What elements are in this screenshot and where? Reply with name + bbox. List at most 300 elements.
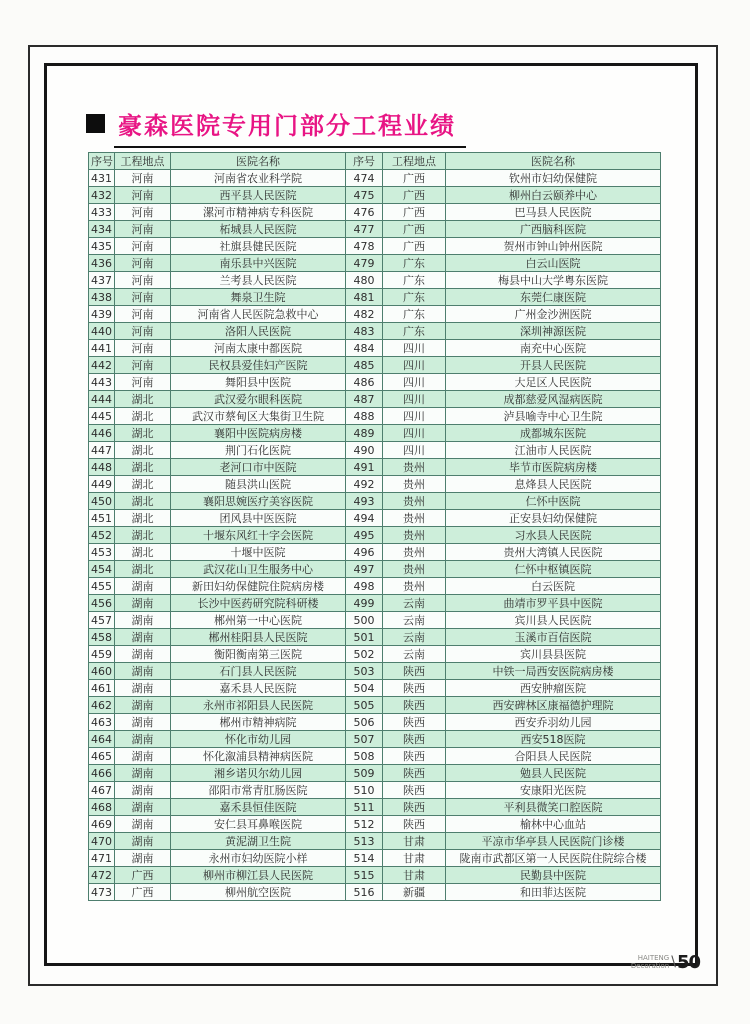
footer-brand-logo [631, 954, 669, 970]
hospital-name-cell: 怀化市幼儿园 [171, 731, 346, 748]
project-location-cell: 四川 [383, 408, 446, 425]
project-location-cell: 河南 [115, 306, 171, 323]
table-row [89, 595, 661, 612]
hospital-name-cell: 柳州市柳江县人民医院 [171, 867, 346, 884]
hospital-name-cell: 榆林中心血站 [446, 816, 661, 833]
hospital-name-cell: 毕节市医院病房楼 [446, 459, 661, 476]
project-location-cell: 湖北 [115, 408, 171, 425]
table-row [89, 544, 661, 561]
serial-number-cell: 449 [89, 476, 115, 493]
table-row [89, 323, 661, 340]
serial-number-cell: 454 [89, 561, 115, 578]
serial-number-cell: 491 [346, 459, 383, 476]
serial-number-cell: 433 [89, 204, 115, 221]
serial-number-cell: 481 [346, 289, 383, 306]
project-location-cell: 河南 [115, 187, 171, 204]
hospital-name-cell: 邵阳市常青肛肠医院 [171, 782, 346, 799]
footer-slash-mark: \ [671, 954, 676, 970]
hospital-name-cell: 仁怀中医院 [446, 493, 661, 510]
hospital-name-cell: 舞阳县中医院 [171, 374, 346, 391]
serial-number-cell: 510 [346, 782, 383, 799]
serial-number-cell: 489 [346, 425, 383, 442]
hospital-name-cell: 老河口市中医院 [171, 459, 346, 476]
hospital-name-cell: 息烽县人民医院 [446, 476, 661, 493]
hospital-name-cell: 正安县妇幼保健院 [446, 510, 661, 527]
serial-number-cell: 475 [346, 187, 383, 204]
project-location-cell: 陕西 [383, 748, 446, 765]
project-location-cell: 新疆 [383, 884, 446, 901]
serial-number-cell: 472 [89, 867, 115, 884]
project-location-cell: 四川 [383, 340, 446, 357]
project-location-cell: 广东 [383, 272, 446, 289]
serial-number-cell: 436 [89, 255, 115, 272]
hospital-name-cell: 黄泥湖卫生院 [171, 833, 346, 850]
project-location-cell: 湖南 [115, 714, 171, 731]
hospital-name-cell: 安仁县耳鼻喉医院 [171, 816, 346, 833]
serial-number-cell: 504 [346, 680, 383, 697]
project-location-cell: 甘肃 [383, 850, 446, 867]
hospital-name-cell: 宾川县人民医院 [446, 612, 661, 629]
page-title: 豪森医院专用门部分工程业绩 [114, 104, 466, 148]
table-row [89, 425, 661, 442]
serial-number-cell: 459 [89, 646, 115, 663]
hospital-name-cell: 西安乔羽幼儿园 [446, 714, 661, 731]
project-location-cell: 广西 [115, 867, 171, 884]
serial-number-cell: 455 [89, 578, 115, 595]
table-row [89, 748, 661, 765]
serial-number-cell: 515 [346, 867, 383, 884]
project-location-cell: 河南 [115, 204, 171, 221]
table-row [89, 833, 661, 850]
project-location-cell: 广西 [115, 884, 171, 901]
serial-number-cell: 500 [346, 612, 383, 629]
project-location-cell: 广东 [383, 255, 446, 272]
table-row [89, 782, 661, 799]
hospital-name-cell: 武汉市蔡甸区大集街卫生院 [171, 408, 346, 425]
serial-number-cell: 482 [346, 306, 383, 323]
serial-number-cell: 457 [89, 612, 115, 629]
project-location-cell: 云南 [383, 629, 446, 646]
hospital-name-cell: 舞泉卫生院 [171, 289, 346, 306]
project-location-cell: 甘肃 [383, 867, 446, 884]
hospital-name-cell: 衡阳衡南第三医院 [171, 646, 346, 663]
serial-number-cell: 484 [346, 340, 383, 357]
project-location-cell: 湖南 [115, 850, 171, 867]
hospital-name-cell: 巴马县人民医院 [446, 204, 661, 221]
hospital-name-cell: 曲靖市罗平县中医院 [446, 595, 661, 612]
project-location-cell: 陕西 [383, 765, 446, 782]
hospital-name-cell: 中铁一局西安医院病房楼 [446, 663, 661, 680]
table-row [89, 561, 661, 578]
table-row [89, 731, 661, 748]
serial-number-cell: 432 [89, 187, 115, 204]
project-location-cell: 广东 [383, 289, 446, 306]
table-row [89, 629, 661, 646]
hospital-name-cell: 郴州第一中心医院 [171, 612, 346, 629]
hospital-name-cell: 深圳神源医院 [446, 323, 661, 340]
table-row [89, 765, 661, 782]
project-location-cell: 湖北 [115, 476, 171, 493]
hospital-name-cell: 永州市妇幼医院小样 [171, 850, 346, 867]
serial-number-cell: 469 [89, 816, 115, 833]
serial-number-cell: 503 [346, 663, 383, 680]
hospital-name-cell: 泸县喻寺中心卫生院 [446, 408, 661, 425]
project-location-cell: 湖北 [115, 561, 171, 578]
hospital-name-cell: 河南省人民医院急救中心 [171, 306, 346, 323]
serial-number-cell: 461 [89, 680, 115, 697]
hospital-name-cell: 陇南市武都区第一人民医院住院综合楼 [446, 850, 661, 867]
project-location-cell: 河南 [115, 323, 171, 340]
hospital-name-cell: 勉县人民医院 [446, 765, 661, 782]
project-location-cell: 贵州 [383, 561, 446, 578]
serial-number-cell: 506 [346, 714, 383, 731]
serial-number-cell: 471 [89, 850, 115, 867]
table-row [89, 255, 661, 272]
table-body [89, 170, 661, 901]
serial-number-cell: 497 [346, 561, 383, 578]
hospital-name-cell: 十堰东风红十字会医院 [171, 527, 346, 544]
serial-number-cell: 473 [89, 884, 115, 901]
hospital-name-cell: 开县人民医院 [446, 357, 661, 374]
hospital-name-cell: 十堰中医院 [171, 544, 346, 561]
serial-number-cell: 446 [89, 425, 115, 442]
table-row [89, 714, 661, 731]
column-header-3: 序号 [346, 153, 383, 170]
hospital-name-cell: 郴州桂阳县人民医院 [171, 629, 346, 646]
serial-number-cell: 477 [346, 221, 383, 238]
page-title-block [86, 104, 466, 148]
project-location-cell: 湖北 [115, 459, 171, 476]
serial-number-cell: 490 [346, 442, 383, 459]
footer-brand-line1: HAITENG [637, 954, 670, 962]
project-location-cell: 湖南 [115, 697, 171, 714]
serial-number-cell: 488 [346, 408, 383, 425]
hospital-name-cell: 武汉爱尔眼科医院 [171, 391, 346, 408]
hospital-name-cell: 习水县人民医院 [446, 527, 661, 544]
serial-number-cell: 479 [346, 255, 383, 272]
project-location-cell: 湖南 [115, 782, 171, 799]
serial-number-cell: 453 [89, 544, 115, 561]
hospital-name-cell: 平利县微笑口腔医院 [446, 799, 661, 816]
table-row [89, 867, 661, 884]
hospital-name-cell: 梅县中山大学粤东医院 [446, 272, 661, 289]
hospital-name-cell: 民权县爱佳妇产医院 [171, 357, 346, 374]
serial-number-cell: 505 [346, 697, 383, 714]
hospital-name-cell: 新田妇幼保健院住院病房楼 [171, 578, 346, 595]
project-location-cell: 湖南 [115, 680, 171, 697]
table-row [89, 357, 661, 374]
project-location-cell: 广东 [383, 306, 446, 323]
project-location-cell: 河南 [115, 221, 171, 238]
hospital-name-cell: 玉溪市百信医院 [446, 629, 661, 646]
project-location-cell: 四川 [383, 374, 446, 391]
project-location-cell: 湖北 [115, 510, 171, 527]
serial-number-cell: 462 [89, 697, 115, 714]
project-location-cell: 四川 [383, 425, 446, 442]
hospital-name-cell: 社旗县健民医院 [171, 238, 346, 255]
hospital-name-cell: 平凉市华亭县人民医院门诊楼 [446, 833, 661, 850]
project-location-cell: 甘肃 [383, 833, 446, 850]
hospital-name-cell: 钦州市妇幼保健院 [446, 170, 661, 187]
serial-number-cell: 470 [89, 833, 115, 850]
project-location-cell: 湖南 [115, 663, 171, 680]
serial-number-cell: 466 [89, 765, 115, 782]
column-header-4: 工程地点 [383, 153, 446, 170]
table-row [89, 493, 661, 510]
project-location-cell: 四川 [383, 357, 446, 374]
column-header-0: 序号 [89, 153, 115, 170]
project-location-cell: 湖北 [115, 425, 171, 442]
serial-number-cell: 485 [346, 357, 383, 374]
hospital-name-cell: 南乐县中兴医院 [171, 255, 346, 272]
project-location-cell: 贵州 [383, 476, 446, 493]
table-header-row [89, 153, 661, 170]
table-row [89, 612, 661, 629]
hospital-name-cell: 随县洪山医院 [171, 476, 346, 493]
hospital-name-cell: 白云山医院 [446, 255, 661, 272]
project-location-cell: 广西 [383, 204, 446, 221]
hospital-name-cell: 白云医院 [446, 578, 661, 595]
column-header-1: 工程地点 [115, 153, 171, 170]
table-row [89, 663, 661, 680]
hospital-name-cell: 成都城东医院 [446, 425, 661, 442]
serial-number-cell: 443 [89, 374, 115, 391]
hospital-name-cell: 嘉禾县恒佳医院 [171, 799, 346, 816]
project-location-cell: 河南 [115, 255, 171, 272]
project-location-cell: 湖南 [115, 765, 171, 782]
serial-number-cell: 509 [346, 765, 383, 782]
title-bullet-square-icon [86, 114, 105, 133]
hospital-name-cell: 江油市人民医院 [446, 442, 661, 459]
serial-number-cell: 498 [346, 578, 383, 595]
serial-number-cell: 465 [89, 748, 115, 765]
hospital-name-cell: 东莞仁康医院 [446, 289, 661, 306]
project-location-cell: 陕西 [383, 680, 446, 697]
project-location-cell: 广东 [383, 323, 446, 340]
column-header-5: 医院名称 [446, 153, 661, 170]
project-location-cell: 河南 [115, 170, 171, 187]
project-location-cell: 陕西 [383, 816, 446, 833]
table-row [89, 799, 661, 816]
serial-number-cell: 464 [89, 731, 115, 748]
serial-number-cell: 511 [346, 799, 383, 816]
project-location-cell: 贵州 [383, 527, 446, 544]
hospital-name-cell: 合阳县人民医院 [446, 748, 661, 765]
hospital-name-cell: 西安碑林区康福德护理院 [446, 697, 661, 714]
serial-number-cell: 486 [346, 374, 383, 391]
project-location-cell: 贵州 [383, 578, 446, 595]
project-location-cell: 陕西 [383, 782, 446, 799]
table-row [89, 680, 661, 697]
serial-number-cell: 483 [346, 323, 383, 340]
serial-number-cell: 496 [346, 544, 383, 561]
table-row [89, 187, 661, 204]
hospital-name-cell: 安康阳光医院 [446, 782, 661, 799]
project-location-cell: 云南 [383, 595, 446, 612]
serial-number-cell: 508 [346, 748, 383, 765]
serial-number-cell: 439 [89, 306, 115, 323]
hospital-name-cell: 柳州白云颐养中心 [446, 187, 661, 204]
project-location-cell: 湖南 [115, 833, 171, 850]
project-location-cell: 湖南 [115, 629, 171, 646]
serial-number-cell: 499 [346, 595, 383, 612]
serial-number-cell: 516 [346, 884, 383, 901]
project-location-cell: 陕西 [383, 714, 446, 731]
project-location-cell: 湖北 [115, 391, 171, 408]
table-row [89, 238, 661, 255]
serial-number-cell: 495 [346, 527, 383, 544]
project-location-cell: 云南 [383, 612, 446, 629]
serial-number-cell: 507 [346, 731, 383, 748]
table-row [89, 221, 661, 238]
hospital-name-cell: 永州市祁阳县人民医院 [171, 697, 346, 714]
serial-number-cell: 441 [89, 340, 115, 357]
hospital-name-cell: 兰考县人民医院 [171, 272, 346, 289]
project-location-cell: 贵州 [383, 459, 446, 476]
table-row [89, 306, 661, 323]
hospital-name-cell: 武汉花山卫生服务中心 [171, 561, 346, 578]
page-number: 50 [676, 951, 700, 973]
serial-number-cell: 468 [89, 799, 115, 816]
table-row [89, 850, 661, 867]
serial-number-cell: 445 [89, 408, 115, 425]
hospital-name-cell: 郴州市精神病院 [171, 714, 346, 731]
hospital-name-cell: 柘城县人民医院 [171, 221, 346, 238]
serial-number-cell: 501 [346, 629, 383, 646]
serial-number-cell: 460 [89, 663, 115, 680]
serial-number-cell: 434 [89, 221, 115, 238]
serial-number-cell: 450 [89, 493, 115, 510]
table-row [89, 527, 661, 544]
project-location-cell: 湖南 [115, 731, 171, 748]
project-location-cell: 河南 [115, 272, 171, 289]
hospital-name-cell: 襄阳思婉医疗美容医院 [171, 493, 346, 510]
table-row [89, 442, 661, 459]
footer-mark [630, 946, 700, 978]
table-row [89, 289, 661, 306]
project-location-cell: 陕西 [383, 697, 446, 714]
table-row [89, 340, 661, 357]
hospital-name-cell: 西安肿瘤医院 [446, 680, 661, 697]
serial-number-cell: 456 [89, 595, 115, 612]
serial-number-cell: 442 [89, 357, 115, 374]
project-location-cell: 河南 [115, 374, 171, 391]
hospital-name-cell: 河南省农业科学院 [171, 170, 346, 187]
hospital-project-table [88, 152, 661, 901]
table-row [89, 204, 661, 221]
footer-brand-line2: Decoration [630, 962, 670, 970]
serial-number-cell: 467 [89, 782, 115, 799]
hospital-name-cell: 漯河市精神病专科医院 [171, 204, 346, 221]
hospital-name-cell: 长沙中医药研究院科研楼 [171, 595, 346, 612]
project-location-cell: 湖南 [115, 578, 171, 595]
project-location-cell: 湖北 [115, 527, 171, 544]
hospital-name-cell: 广西脑科医院 [446, 221, 661, 238]
hospital-name-cell: 仁怀中枢镇医院 [446, 561, 661, 578]
project-location-cell: 湖北 [115, 544, 171, 561]
hospital-name-cell: 怀化溆浦县精神病医院 [171, 748, 346, 765]
serial-number-cell: 493 [346, 493, 383, 510]
serial-number-cell: 478 [346, 238, 383, 255]
project-location-cell: 四川 [383, 442, 446, 459]
project-location-cell: 湖南 [115, 816, 171, 833]
project-location-cell: 湖北 [115, 493, 171, 510]
serial-number-cell: 494 [346, 510, 383, 527]
table-row [89, 459, 661, 476]
project-location-cell: 湖南 [115, 799, 171, 816]
hospital-name-cell: 石门县人民医院 [171, 663, 346, 680]
project-location-cell: 河南 [115, 289, 171, 306]
table-row [89, 884, 661, 901]
hospital-name-cell: 西平县人民医院 [171, 187, 346, 204]
serial-number-cell: 431 [89, 170, 115, 187]
hospital-name-cell: 荆门石化医院 [171, 442, 346, 459]
serial-number-cell: 435 [89, 238, 115, 255]
serial-number-cell: 480 [346, 272, 383, 289]
project-location-cell: 广西 [383, 170, 446, 187]
project-location-cell: 湖南 [115, 595, 171, 612]
serial-number-cell: 438 [89, 289, 115, 306]
hospital-name-cell: 湘乡诺贝尔幼儿园 [171, 765, 346, 782]
hospital-name-cell: 民勤县中医院 [446, 867, 661, 884]
serial-number-cell: 440 [89, 323, 115, 340]
project-location-cell: 贵州 [383, 493, 446, 510]
table-row [89, 391, 661, 408]
project-location-cell: 贵州 [383, 510, 446, 527]
project-location-cell: 贵州 [383, 544, 446, 561]
serial-number-cell: 452 [89, 527, 115, 544]
table-row [89, 816, 661, 833]
table-row [89, 476, 661, 493]
table-row [89, 697, 661, 714]
column-header-2: 医院名称 [171, 153, 346, 170]
table-row [89, 272, 661, 289]
table-row [89, 170, 661, 187]
serial-number-cell: 476 [346, 204, 383, 221]
serial-number-cell: 463 [89, 714, 115, 731]
project-location-cell: 陕西 [383, 731, 446, 748]
table-row [89, 374, 661, 391]
table-row [89, 646, 661, 663]
project-location-cell: 河南 [115, 238, 171, 255]
serial-number-cell: 492 [346, 476, 383, 493]
serial-number-cell: 451 [89, 510, 115, 527]
serial-number-cell: 513 [346, 833, 383, 850]
hospital-name-cell: 广州金沙洲医院 [446, 306, 661, 323]
project-location-cell: 河南 [115, 340, 171, 357]
project-location-cell: 四川 [383, 391, 446, 408]
hospital-name-cell: 贺州市钟山钟州医院 [446, 238, 661, 255]
serial-number-cell: 437 [89, 272, 115, 289]
hospital-name-cell: 西安518医院 [446, 731, 661, 748]
table-row [89, 578, 661, 595]
table-header [89, 153, 661, 170]
project-location-cell: 湖南 [115, 646, 171, 663]
project-location-cell: 广西 [383, 187, 446, 204]
hospital-name-cell: 襄阳中医院病房楼 [171, 425, 346, 442]
project-location-cell: 湖北 [115, 442, 171, 459]
hospital-name-cell: 团风县中医医院 [171, 510, 346, 527]
serial-number-cell: 502 [346, 646, 383, 663]
hospital-name-cell: 成都慈爱风湿病医院 [446, 391, 661, 408]
serial-number-cell: 514 [346, 850, 383, 867]
serial-number-cell: 458 [89, 629, 115, 646]
hospital-name-cell: 和田菲达医院 [446, 884, 661, 901]
table-row [89, 408, 661, 425]
serial-number-cell: 447 [89, 442, 115, 459]
hospital-name-cell: 宾川县县医院 [446, 646, 661, 663]
project-location-cell: 陕西 [383, 663, 446, 680]
